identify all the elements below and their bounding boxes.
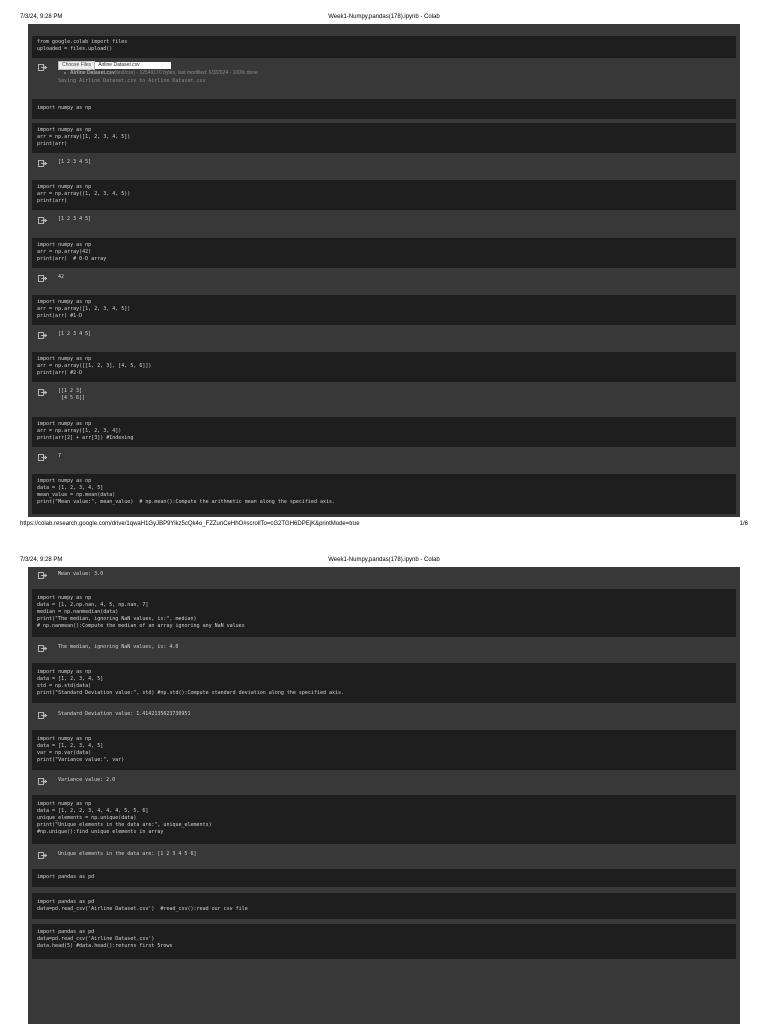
cell-output [32, 274, 736, 286]
print-header [0, 10, 768, 24]
print-title: Week1-Numpy,pandas(178).ipynb - Colab [328, 557, 440, 563]
uploaded-file-info [64, 70, 258, 77]
upload-widget [58, 61, 171, 70]
code-cell[interactable] [32, 180, 736, 210]
code-text: import numpy as np data = [1, 2, 2, 3, 4, 4, 4, 5, 5, 6] unique_elements = np.unique(data) print("Unique elements in the data are:", unique_elements) #np.unique():find unique elements in array [37, 801, 212, 835]
print-url: https://colab.research.google.com/drive/1qwaH1GyJBP9Yikz5cQk4o_FZZunCeHhO#scrollTo=cG2TGH6DPEjK&printMode=true [20, 521, 360, 527]
code-cell[interactable] [32, 730, 736, 770]
uploaded-file-name: Airline Dataset.csv [70, 70, 115, 76]
output-toggle-icon[interactable] [38, 571, 47, 579]
output-text: Standard Deviation value: 1.4142135623730951 [58, 711, 191, 717]
cell-output [32, 777, 736, 789]
output-toggle-icon[interactable] [38, 711, 47, 719]
code-cell[interactable] [32, 589, 736, 637]
cell-output [32, 644, 736, 656]
notebook-page-2 [28, 567, 740, 1024]
print-page-number: 1/6 [739, 521, 748, 527]
code-cell[interactable] [32, 238, 736, 268]
print-header [0, 553, 768, 567]
output-text: The median, ignoring NaN values, is: 4.0 [58, 644, 179, 650]
cell-output [32, 331, 736, 343]
code-text: import numpy as np [37, 105, 92, 111]
cell-output [32, 571, 736, 583]
code-text: import pandas as pd [37, 874, 95, 880]
output-toggle-icon[interactable] [38, 274, 47, 282]
code-cell[interactable] [32, 474, 736, 514]
saving-message: Saving Airline Dataset.csv to Airline Dataset.csv [58, 78, 206, 84]
cell-output [32, 711, 736, 723]
code-cell[interactable] [32, 417, 736, 447]
output-text: Variance value: 2.0 [58, 777, 116, 783]
code-text: import numpy as np data = [1, 2, 3, 4, 5] var = np.var(data) print("Variance value:", var) [37, 736, 125, 763]
bullet-icon [64, 72, 66, 74]
code-text: import numpy as np data = [1, 2, 3, 4, 5] std = np.std(data) print("Standard Deviation value:", std) #np.std():Compute standard deviation along the specified axis. [37, 669, 345, 696]
code-cell[interactable] [32, 663, 736, 703]
code-text: from google.colab import files uploaded = files.upload() [37, 39, 128, 52]
code-cell[interactable] [32, 36, 736, 58]
code-text: import numpy as np data = [1, 2,np.nan, 4, 5, np.nan, 7] median = np.nanmedian(data) print("The median, ignoring NaN values, is:", median) # np.nanmean():Compute the median of an array ignoring any NaN values [37, 595, 245, 629]
code-text: import numpy as np arr = np.array([[1, 2, 3], [4, 5, 6]]) print(arr) #2-D [37, 356, 152, 376]
output-toggle-icon[interactable] [38, 331, 47, 339]
choose-files-button[interactable]: Choose Files [58, 61, 95, 70]
output-toggle-icon[interactable] [38, 851, 47, 859]
code-text: import numpy as np arr = np.array(42) print(arr) # 0-D array [37, 242, 107, 262]
output-text: [1 2 3 4 5] [58, 331, 92, 337]
code-cell[interactable] [32, 795, 736, 844]
output-toggle-icon[interactable] [38, 216, 47, 224]
cell-output [32, 216, 736, 228]
print-title: Week1-Numpy,pandas(178).ipynb - Colab [328, 14, 440, 20]
print-datetime: 7/3/24, 9:28 PM [20, 557, 63, 563]
output-text: 42 [58, 274, 65, 280]
chosen-file-name: Airline Dataset.csv [95, 62, 171, 69]
code-text: import pandas as pd data=pd.read_csv('Airline Dataset.csv') #read_csv():read our csv file [37, 899, 248, 912]
code-text: import pandas as pd data=pd.read_csv('Airline Dataset.csv') data.head(5) #data.head():returns first 5rows [37, 929, 173, 949]
output-text: 7 [58, 453, 62, 459]
output-toggle-icon[interactable] [38, 777, 47, 785]
cell-output [32, 851, 736, 863]
code-text: import numpy as np arr = np.array([1, 2, 3, 4]) print(arr[2] + arr[3]) #Indexing [37, 421, 134, 441]
code-text: import numpy as np arr = np.array((1, 2, 3, 4, 5)) print(arr) [37, 184, 131, 204]
cell-output [32, 60, 736, 90]
code-cell[interactable] [32, 123, 736, 153]
code-cell[interactable] [32, 924, 736, 959]
cell-output [32, 388, 736, 406]
print-footer [0, 517, 768, 531]
code-cell[interactable] [32, 352, 736, 382]
output-toggle-icon[interactable] [38, 644, 47, 652]
output-toggle-icon[interactable] [38, 453, 47, 461]
code-cell[interactable] [32, 893, 736, 919]
output-text: Unique elements in the data are: [1 2 3 4 5 6] [58, 851, 197, 857]
output-text: [[1 2 3] [4 5 6]] [58, 388, 86, 401]
code-cell[interactable] [32, 99, 736, 119]
notebook-page-1 [28, 24, 740, 517]
output-text: [1 2 3 4 5] [58, 216, 92, 222]
output-toggle-icon[interactable] [38, 159, 47, 167]
output-text: Mean value: 3.0 [58, 571, 104, 577]
output-toggle-icon[interactable] [38, 388, 47, 396]
code-cell[interactable] [32, 869, 736, 887]
code-text: import numpy as np data = [1, 2, 3, 4, 5] mean_value = np.mean(data) print("Mean value:", mean_value) # np.mean():Compute the arithmetic mean along the specified axis. [37, 478, 336, 505]
code-text: import numpy as np arr = np.array([1, 2, 3, 4, 5]) print(arr) #1-D [37, 299, 131, 319]
cell-output [32, 453, 736, 465]
output-text: [1 2 3 4 5] [58, 159, 92, 165]
print-datetime: 7/3/24, 9:28 PM [20, 14, 63, 20]
uploaded-file-meta: (text/csv) - 12549170 bytes, last modified: 6/3/2024 - 100% done [114, 70, 258, 76]
code-text: import numpy as np arr = np.array([1, 2, 3, 4, 5]) print(arr) [37, 127, 131, 147]
code-cell[interactable] [32, 295, 736, 325]
output-toggle-icon[interactable] [38, 63, 47, 71]
cell-output [32, 159, 736, 171]
